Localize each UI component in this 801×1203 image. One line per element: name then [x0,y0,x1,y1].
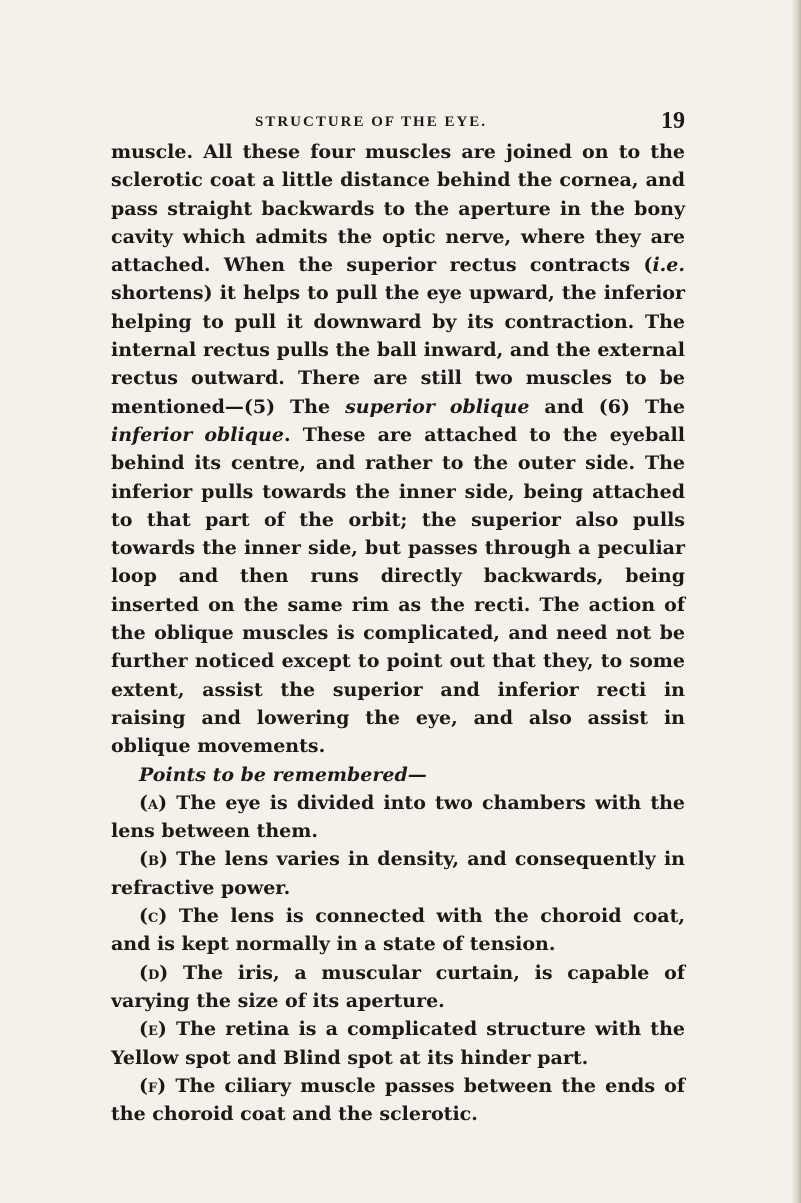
point-d: (d) The iris, a muscular curtain, is capable of varying the size of its aperture. [111,961,685,1012]
term-inferior-oblique: inferior oblique [111,423,284,446]
point-c: (c) The lens is connected with the choroid coat, and is kept normally in a state of tension. [111,905,685,956]
point-a: (a) The eye is divided into two chambers with the lens between them. [111,791,685,843]
point-e: (e) The retina is a complicated structure with the Yellow spot and Blind spot at its hinder part. [111,1018,685,1069]
page-number: 19 [661,108,685,134]
point-f: (f) The ciliary muscle passes between the ends of the choroid coat and the sclerotic. [111,1074,685,1126]
term-superior-oblique: superior oblique [345,395,530,418]
running-head: STRUCTURE OF THE EYE. [255,114,488,130]
paragraph-muscles: muscle. All these four muscles are joined on to the sclerotic coat a little distance behind the cornea, and pass straight backwards to the aperture in the bony cavity which admits the optic nerve, where they are attached. When the superior rectus contracts (i.e. shortens) it helps to pull the eye upward, the inferior helping to pull it downward by its contraction. The internal rectus pulls the ball inward, and the external rectus outward. There are still two muscles to be mentioned—(5) The superior oblique and (6) The inferior oblique. These are attached to the eyeball behind its centre, and rather to the outer side. The inferior pulls towards the inner side, being attached to that part of the orbit; the superior also pulls towards the inner side, but passes through a peculiar loop and then runs directly backwards, being inserted on the same rim as the recti. The action of the oblique muscles is complicated, and need not be further noticed except to point out that they, to some extent, assist the superior and inferior recti in raising and lowering the eye, and also assist in oblique movements. [111,141,685,758]
body-text [111,138,685,1128]
page-edge-shadow [791,0,801,1203]
point-b: (b) The lens varies in density, and consequently in refractive power. [111,848,685,899]
page-header [255,108,685,134]
points-heading: Points to be remembered— [139,763,427,786]
